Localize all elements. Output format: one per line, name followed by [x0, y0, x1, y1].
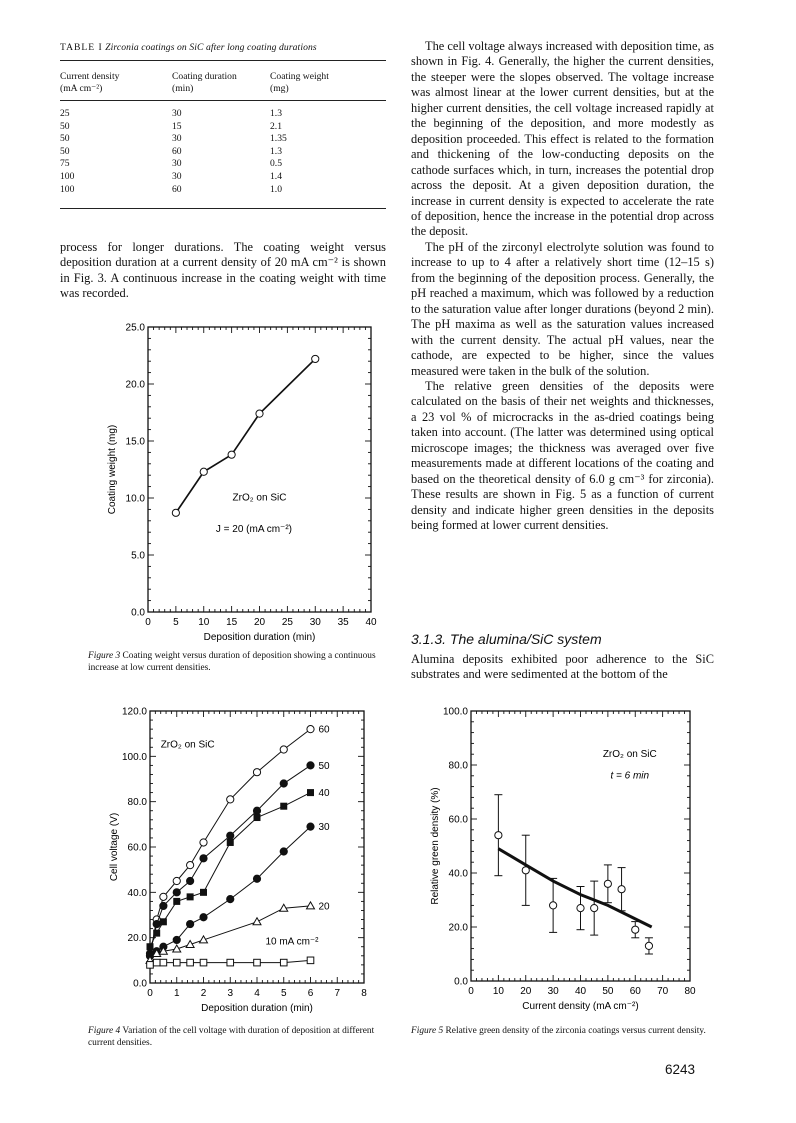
- series-label: 50: [318, 760, 330, 772]
- data-point: [253, 769, 260, 776]
- body-paragraph: The cell voltage always increased with deposition time, as shown in Fig. 4. Generally, the higher the current densities, the steeper were the slopes observed. The voltage increase was almost linear at the lower current densities, but at the higher current densities, the cell voltage increased rapidly at the beginning of the deposition, and more modestly as deposition proceeded. This effect is related to the formation and thickening of the low-conducting deposits on the cathode surfaces which, in turn, increases the potential drop across the deposit. At a given deposition duration, the increase in current density is expected to accelerate the rate of deposition, hence the increase in the potential drop across the deposit.: [411, 39, 714, 239]
- x-axis-label: Current density (mA cm⁻²): [522, 1001, 639, 1012]
- data-point: [495, 832, 502, 839]
- table-cell: 30: [172, 133, 182, 145]
- data-point: [187, 862, 194, 869]
- data-point: [550, 902, 557, 909]
- series-label: 60: [318, 724, 330, 736]
- data-point: [147, 943, 154, 950]
- data-point: [280, 780, 287, 787]
- data-point: [187, 893, 194, 900]
- table-header: [60, 71, 386, 95]
- x-tick-label: 10: [492, 986, 504, 997]
- table-cell: 1.35: [270, 133, 287, 145]
- data-point: [253, 807, 260, 814]
- data-point: [577, 905, 584, 912]
- x-tick-label: 50: [602, 986, 614, 997]
- y-tick-label: 80.0: [448, 760, 468, 772]
- data-point: [522, 867, 529, 874]
- x-axis-label: Deposition duration (min): [201, 1003, 313, 1014]
- table-row: [60, 146, 386, 159]
- plot-frame: [471, 711, 690, 981]
- data-point: [227, 896, 234, 903]
- figure-3-chart: [60, 306, 400, 646]
- data-point: [307, 726, 314, 733]
- annotation: t = 6 min: [610, 770, 650, 782]
- x-tick-label: 0: [145, 617, 151, 628]
- table-row: [60, 158, 386, 171]
- left-paragraph: process for longer durations. The coating weight versus deposition duration at a current density of 20 mA cm⁻² is shown in Fig. 3. A continuous increase in the coating weight with time was recorded.: [60, 240, 386, 301]
- table-row: [60, 108, 386, 121]
- x-tick-label: 0: [468, 986, 474, 997]
- page-number: 6243: [665, 1062, 696, 1077]
- data-point: [200, 839, 207, 846]
- data-point: [147, 962, 154, 969]
- y-tick-label: 0.0: [133, 978, 147, 990]
- data-point: [200, 468, 207, 475]
- x-tick-label: 6: [307, 988, 314, 999]
- body-paragraph: The relative green densities of the deposits were calculated on the basis of their net weights and thicknesses, a 23 vol % of microcracks in the as-dried coatings being taken into account. (The latter was determined using optical microscope images; the thickness was averaged over five measurements made at different locations of the coating and based on the theoretical density of 6.0 g cm⁻³ for zirconia). These results are shown in Fig. 5 as a function of current density and indicate higher green densities in the deposits being formed at lower current densities.: [411, 378, 714, 533]
- plot-frame: [150, 711, 364, 983]
- table-cell: 50: [60, 145, 70, 157]
- data-point: [200, 855, 207, 862]
- data-point: [153, 959, 160, 966]
- table-cell: 1.4: [270, 170, 282, 182]
- x-tick-label: 5: [280, 988, 287, 999]
- data-point: [604, 880, 611, 887]
- table-header-cell: Coating weight (mg): [270, 71, 329, 94]
- data-point: [153, 930, 160, 937]
- data-point: [632, 926, 639, 933]
- x-tick-label: 3: [227, 988, 234, 999]
- table-cell: 1.3: [270, 145, 282, 157]
- x-tick-label: 5: [173, 617, 179, 628]
- y-tick-label: 0.0: [131, 607, 145, 619]
- y-tick-label: 0.0: [454, 976, 468, 988]
- figure-5-chart: [412, 700, 717, 1022]
- series-line: [150, 793, 311, 947]
- x-tick-label: 20: [253, 617, 266, 628]
- y-tick-label: 5.0: [131, 550, 145, 562]
- data-point: [307, 902, 315, 909]
- x-tick-label: 35: [337, 617, 349, 628]
- data-point: [200, 889, 207, 896]
- x-tick-label: 25: [281, 617, 293, 628]
- x-tick-label: 20: [520, 986, 532, 997]
- figure-5-caption: Figure 5 Relative green density of the zirconia coatings versus current density.: [411, 1026, 706, 1036]
- y-tick-label: 100.0: [121, 751, 147, 763]
- annotation: ZrO₂ on SiC: [160, 739, 215, 751]
- series-label: 10 mA cm⁻²: [265, 936, 319, 948]
- y-axis-label: Coating weight (mg): [107, 424, 118, 515]
- x-tick-label: 30: [309, 617, 321, 628]
- x-tick-label: 2: [200, 988, 207, 999]
- table-cell: 30: [172, 158, 182, 170]
- data-line: [176, 359, 315, 513]
- data-point: [253, 875, 260, 882]
- series-label: 40: [318, 788, 330, 800]
- y-tick-label: 80.0: [127, 797, 147, 809]
- data-point: [160, 959, 167, 966]
- y-tick-label: 120.0: [121, 706, 147, 718]
- x-tick-label: 60: [629, 986, 641, 997]
- data-point: [160, 902, 167, 909]
- table-title: Zirconia coatings on SiC after long coating durations: [105, 42, 317, 53]
- data-point: [253, 918, 261, 925]
- table-cell: 1.0: [270, 183, 282, 195]
- y-tick-label: 40.0: [127, 887, 147, 899]
- data-point: [227, 839, 234, 846]
- data-point: [153, 920, 160, 927]
- table-cell: 75: [60, 158, 70, 170]
- x-tick-label: 8: [361, 988, 367, 999]
- y-tick-label: 100.0: [442, 706, 468, 718]
- table-caption: [60, 42, 390, 53]
- data-point: [172, 509, 179, 516]
- data-point: [280, 848, 287, 855]
- data-point: [227, 959, 234, 966]
- x-tick-label: 40: [574, 986, 587, 997]
- data-point: [160, 918, 167, 925]
- annotation: ZrO₂ on SiC: [602, 748, 657, 760]
- figure-4-chart: [94, 700, 394, 1022]
- data-point: [200, 959, 207, 966]
- x-tick-label: 15: [226, 617, 238, 628]
- data-point: [187, 877, 194, 884]
- data-point: [160, 893, 167, 900]
- data-point: [280, 803, 287, 810]
- figure-4-caption: Figure 4 Variation of the cell voltage with duration of deposition at different current densities.: [88, 1026, 375, 1048]
- body-paragraph: The pH of the zirconyl electrolyte solution was found to increase to up to 4 after a relatively short time (12–15 s) from the beginning of the deposition process. Generally, the pH reached a maximum, which was followed by a reduction to the saturation value after longer durations (beyond 2 min). The pH maxima as well as the saturation values increased with the current density. The actual pH values, near the cathode, are expected to be higher, since the values measured were taken in the bulk of the solution.: [411, 239, 714, 378]
- table-row: [60, 184, 386, 197]
- plot-frame: [148, 327, 371, 612]
- table-cell: 25: [60, 108, 70, 119]
- data-point: [280, 959, 287, 966]
- y-tick-label: 15.0: [125, 436, 145, 448]
- table-cell: 30: [172, 108, 182, 119]
- table-label: TABLE I: [60, 42, 103, 53]
- table-top-rule: [60, 60, 386, 61]
- table-cell: 60: [172, 145, 182, 157]
- data-point: [254, 814, 261, 821]
- data-point: [312, 355, 319, 362]
- table-cell: 50: [60, 120, 70, 132]
- right-column-text: [411, 39, 714, 534]
- data-point: [307, 789, 314, 796]
- data-point: [256, 410, 263, 417]
- table-cell: 30: [172, 170, 182, 182]
- table-row: [60, 171, 386, 184]
- y-tick-label: 25.0: [125, 322, 145, 334]
- data-point: [173, 889, 180, 896]
- y-axis-label: Cell voltage (V): [109, 812, 120, 882]
- table-cell: 15: [172, 120, 182, 132]
- data-point: [591, 905, 598, 912]
- table-row: [60, 121, 386, 134]
- data-point: [280, 746, 287, 753]
- data-point: [645, 942, 652, 949]
- x-tick-label: 7: [334, 988, 341, 999]
- table-header-cell: Current density (mA cm⁻²): [60, 71, 120, 94]
- x-axis-label: Deposition duration (min): [203, 632, 316, 643]
- y-tick-label: 40.0: [448, 868, 468, 880]
- x-tick-label: 10: [198, 617, 210, 628]
- y-tick-label: 20.0: [125, 379, 145, 391]
- data-point: [187, 959, 194, 966]
- figure-3-caption: Figure 3 Coating weight versus duration of deposition showing a continuous increase at low current densities.: [88, 651, 376, 673]
- y-tick-label: 60.0: [448, 814, 468, 826]
- series-label: 30: [318, 822, 330, 834]
- table-bottom-rule: [60, 208, 386, 209]
- section-text: Alumina deposits exhibited poor adherence to the SiC substrates and were sedimented at the bottom of the: [411, 652, 714, 682]
- x-tick-label: 70: [657, 986, 669, 997]
- x-tick-label: 4: [254, 988, 260, 999]
- data-point: [173, 959, 180, 966]
- data-point: [227, 796, 234, 803]
- series-line: [150, 765, 311, 953]
- data-point: [227, 832, 234, 839]
- table-cell: 50: [60, 133, 70, 145]
- x-tick-label: 40: [365, 617, 377, 628]
- annotation: ZrO₂ on SiC: [232, 492, 287, 504]
- table-cell: 2.1: [270, 120, 282, 132]
- data-point: [228, 451, 235, 458]
- data-point: [187, 920, 194, 927]
- x-tick-label: 0: [147, 988, 153, 999]
- data-point: [307, 762, 314, 769]
- table-header-rule: [60, 100, 386, 101]
- x-tick-label: 80: [684, 986, 696, 997]
- table-cell: 100: [60, 170, 75, 182]
- y-tick-label: 20.0: [448, 922, 468, 934]
- series-label: 20: [318, 901, 330, 913]
- table-row: [60, 133, 386, 146]
- data-point: [307, 957, 314, 964]
- y-tick-label: 20.0: [127, 933, 147, 945]
- data-point: [200, 914, 207, 921]
- fit-curve: [498, 849, 651, 927]
- table-cell: 100: [60, 183, 75, 195]
- annotation: J = 20 (mA cm⁻²): [215, 524, 292, 536]
- table-cell: 1.3: [270, 108, 282, 119]
- table-cell: 0.5: [270, 158, 282, 170]
- data-point: [173, 898, 180, 905]
- data-point: [307, 823, 314, 830]
- x-tick-label: 30: [547, 986, 559, 997]
- data-point: [618, 886, 625, 893]
- y-axis-label: Relative green density (%): [430, 787, 441, 905]
- x-tick-label: 1: [173, 988, 180, 999]
- table-cell: 60: [172, 183, 182, 195]
- y-tick-label: 10.0: [125, 493, 145, 505]
- data-point: [254, 959, 261, 966]
- y-tick-label: 60.0: [127, 842, 147, 854]
- data-point: [173, 877, 180, 884]
- section-heading: 3.1.3. The alumina/SiC system: [411, 631, 602, 647]
- data-point: [173, 936, 180, 943]
- table-body: [60, 108, 386, 196]
- table-header-cell: Coating duration (min): [172, 71, 237, 94]
